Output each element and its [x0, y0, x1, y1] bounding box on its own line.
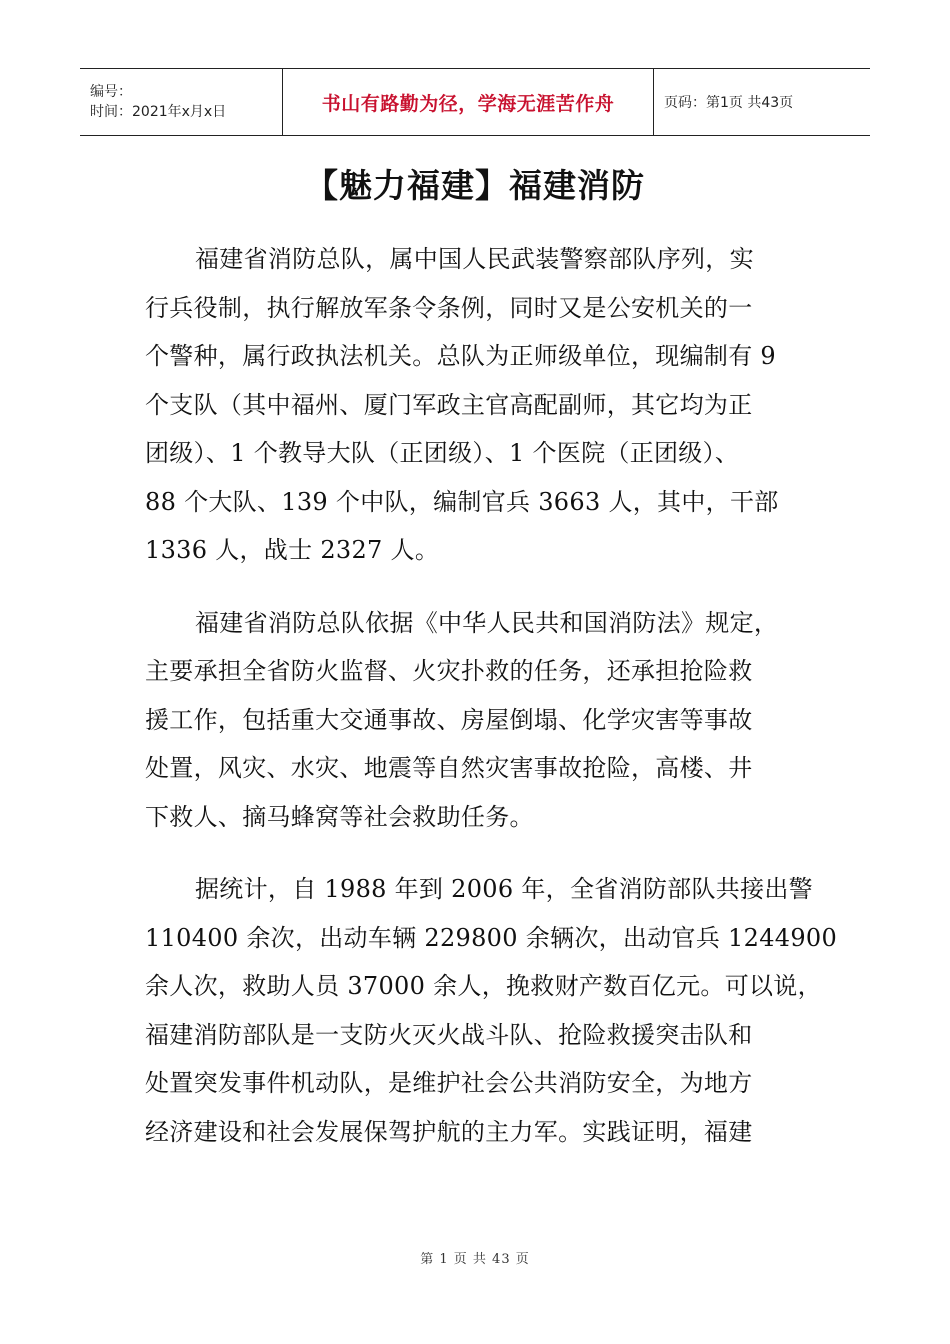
- serial-label: 编号：: [90, 84, 132, 100]
- paragraph-line: 据统计，自 1988 年到 2006 年，全省消防部队共接出警: [195, 875, 813, 903]
- paragraph-2: [145, 599, 825, 842]
- header-meta: [80, 69, 282, 135]
- paragraph-line: 经济建设和社会发展保驾护航的主力军。实践证明，福建: [145, 1117, 753, 1146]
- paragraph-line: 处置，风灾、水灾、地震等自然灾害事故抢险，高楼、井: [145, 754, 753, 782]
- paragraph-line: 88 个大队、139 个中队，编制官兵 3663 人，其中，干部: [145, 487, 779, 516]
- paragraph-line: 福建省消防总队，属中国人民武装警察部队序列，实: [195, 245, 754, 273]
- header-motto: [282, 69, 654, 135]
- header-page-info: [654, 69, 870, 135]
- paragraph-1: [145, 235, 825, 575]
- paragraph-line: 处置突发事件机动队，是维护社会公共消防安全，为地方: [145, 1069, 753, 1097]
- paragraph-line: 余人次，救助人员 37000 余人，挽救财产数百亿元。可以说，: [145, 972, 822, 1000]
- paragraph-line: 110400 余次，出动车辆 229800 余辆次，出动官兵 1244900: [145, 923, 838, 952]
- document-title: 【魅力福建】福建消防: [305, 166, 645, 205]
- paragraph-line: 主要承担全省防火监督、火灾扑救的任务，还承担抢险救: [145, 657, 753, 685]
- page-footer: 第 1 页 共 43 页: [420, 1252, 530, 1267]
- document-header: [80, 68, 870, 136]
- paragraph-3: [145, 865, 838, 1156]
- paragraph-line: 福建省消防总队依据《中华人民共和国消防法》规定，: [195, 608, 779, 637]
- paragraph-line: 个警种，属行政执法机关。总队为正师级单位，现编制有 9: [145, 342, 776, 370]
- paragraph-line: 行兵役制，执行解放军条令条例，同时又是公安机关的一: [145, 293, 753, 322]
- time-label: 时间：2021年x月x日: [90, 104, 227, 120]
- paragraph-line: 个支队（其中福州、厦门军政主官高配副师，其它均为正: [145, 390, 753, 419]
- document-body: [145, 235, 838, 1180]
- page-info-text: 页码：第1页 共43页: [664, 95, 794, 111]
- motto-text: 书山有路勤为径，学海无涯苦作舟: [321, 92, 615, 115]
- paragraph-line: 团级）、1 个教导大队（正团级）、1 个医院（正团级）、: [145, 439, 740, 467]
- paragraph-line: 下救人、摘马蜂窝等社会救助任务。: [145, 802, 534, 831]
- paragraph-line: 1336 人，战士 2327 人。: [145, 536, 440, 564]
- paragraph-line: 福建消防部队是一支防火灭火战斗队、抢险救援突击队和: [145, 1020, 753, 1049]
- paragraph-line: 援工作，包括重大交通事故、房屋倒塌、化学灾害等事故: [145, 705, 753, 734]
